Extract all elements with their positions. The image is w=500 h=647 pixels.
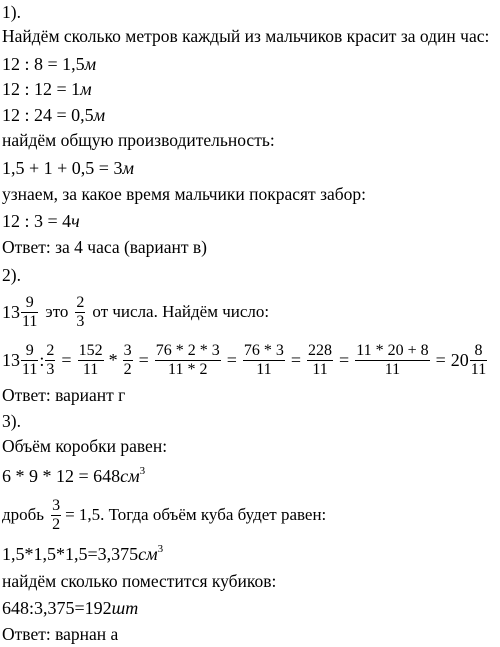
part2-calculation: 13 $\frac{9}{11}$ : $\frac{2}{3}$ = $\frac{152}{11}$ * $\frac{3}{2}$ = $\frac{76 * 2 * 3}{11 * 2}$ = $\frac{76 * 3}{11}$ = $\frac{228}{11}$ = $\frac{11 * 20 + 8}{11}$ = 20 $\frac{8}{11}$ — [2, 341, 487, 378]
part1-equation-2: 12 : 12 = 1м — [2, 79, 92, 99]
part2-answer: Ответ: вариант г — [2, 385, 126, 405]
part3-equation-2: $1,5*1,5*1,5=3,375см^3$ — [2, 543, 164, 564]
part3-answer: Ответ: варнан а — [2, 624, 119, 644]
part1-answer: Ответ: за 4 часа (вариант в) — [2, 237, 207, 257]
part1-line-2: найдём общую производительность: — [2, 130, 275, 150]
part1-equation-1: 12 : 8 = 1,5м — [2, 54, 97, 74]
part1-equation-5: 12 : 3 = 4ч — [2, 211, 80, 231]
part3-line-3: найдём сколько поместится кубиков: — [2, 571, 277, 591]
part2-heading: 2). — [2, 265, 21, 285]
fraction: $\frac{3}{2}$ — [52, 496, 61, 533]
part2-statement: 13 $\frac{9}{11}$ это $\frac{2}{3}$ от числа. Найдём число: — [2, 293, 270, 330]
part1-equation-3: 12 : 24 = 0,5м — [2, 105, 106, 125]
fraction: $\frac{2}{3}$ — [76, 293, 85, 330]
part3-line-1: Объём коробки равен: — [2, 436, 168, 456]
part3-heading: 3). — [2, 411, 21, 431]
part1-equation-4: 1,5 + 1 + 0,5 = 3м — [2, 158, 134, 178]
part1-intro: Найдём сколько метров каждый из мальчиков красит за один час: — [2, 26, 490, 46]
part1-line-3: узнаем, за какое время мальчики покрасят забор: — [2, 184, 367, 204]
fraction: $\frac{9}{11}$ — [22, 293, 38, 330]
part3-equation-1: $6 * 9 * 12 = 648см^3$ — [2, 465, 146, 486]
mixed-whole: 13 — [2, 301, 20, 322]
part3-equation-3: 648:3,375=192шт — [2, 598, 139, 618]
part1-heading: 1). — [2, 2, 21, 22]
part3-line-2: дробь $\frac{3}{2}$ = 1,5. Тогда объём куба будет равен: — [2, 496, 327, 533]
